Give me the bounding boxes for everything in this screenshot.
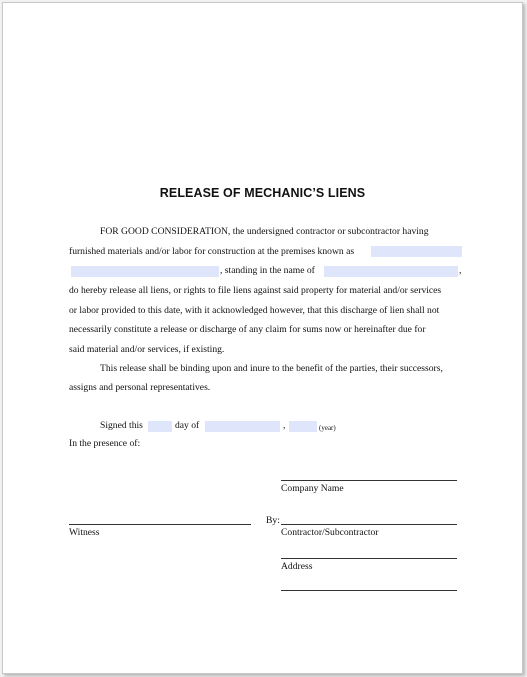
day-of-label: day of (175, 420, 200, 431)
address-line-2[interactable] (281, 590, 457, 591)
year-field[interactable] (289, 421, 317, 432)
paragraph2-line1: This release shall be binding upon and inure to the benefit of the parties, their successors, (100, 363, 443, 374)
paragraph1-line3-comma: , (459, 265, 462, 276)
paragraph1-line2: furnished materials and/or labor for construction at the premises known as (69, 246, 355, 257)
paragraph1-line7: said material and/or services, if existing. (69, 344, 225, 355)
by-label: By: (266, 515, 280, 526)
presence-label: In the presence of: (69, 438, 141, 449)
premises-field-continued[interactable] (71, 266, 219, 277)
day-field[interactable] (148, 421, 172, 432)
paragraph1-line6: necessarily constitute a release or discharge of any claim for sums now or hereinafter due for (69, 324, 426, 335)
contractor-signature-line[interactable] (281, 524, 457, 525)
document-title: RELEASE OF MECHANIC’S LIENS (159, 186, 366, 200)
paragraph1-line1: FOR GOOD CONSIDERATION, the undersigned contractor or subcontractor having (100, 226, 429, 237)
paragraph1-line4: do hereby release all liens, or rights to file liens against said property for material and/or services (69, 285, 442, 296)
contractor-label: Contractor/Subcontractor (281, 527, 379, 538)
signed-this-label: Signed this (100, 420, 143, 431)
month-field[interactable] (205, 421, 280, 432)
paragraph1-line5: or labor provided to this date, with it acknowledged however, that this discharge of lien shall not (69, 305, 440, 316)
paragraph2-line2: assigns and personal representatives. (69, 382, 211, 393)
witness-label: Witness (69, 527, 100, 538)
address-label: Address (281, 561, 313, 572)
owner-name-field[interactable] (324, 266, 458, 277)
signed-comma: , (283, 420, 286, 431)
witness-signature-line[interactable] (69, 524, 251, 525)
company-name-label: Company Name (281, 483, 344, 494)
paragraph1-line3: , standing in the name of (220, 265, 315, 276)
address-line-1[interactable] (281, 558, 457, 559)
company-name-line[interactable] (281, 480, 457, 481)
premises-field[interactable] (371, 246, 462, 257)
year-label: (year) (319, 424, 336, 432)
document-page (2, 2, 523, 674)
